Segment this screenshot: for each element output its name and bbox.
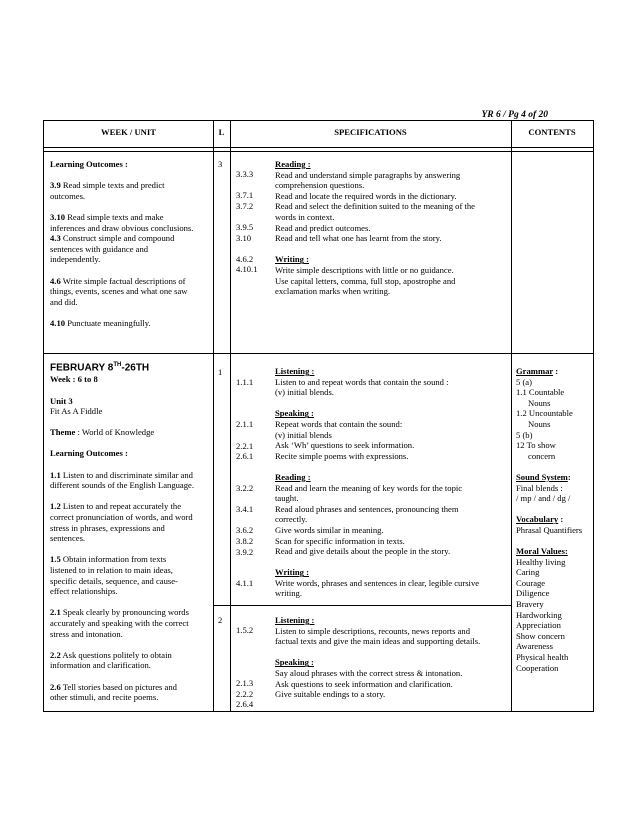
outcome-line: outcomes. <box>50 190 86 201</box>
sub-row-divider <box>213 605 511 606</box>
outcome-line: specific details, sequence, and cause- <box>50 575 178 586</box>
spec-line: Say aloud phrases with the correct stress & intonation. <box>275 667 463 678</box>
speaking-heading: Speaking : <box>275 408 314 419</box>
page-reference: YR 6 / Pg 4 of 20 <box>481 110 548 120</box>
spec-line: Read and understand simple paragraphs by answering <box>275 169 461 180</box>
spec-line: Use capital letters, comma, full stop, apostrophe and <box>275 275 456 286</box>
spec-code: 1.5.2 <box>236 625 254 635</box>
unit-title: Fit As A Fiddle <box>50 406 103 417</box>
vocabulary-heading: Vocabulary : <box>516 514 564 525</box>
row2-level-1: 1 <box>218 367 223 377</box>
content-line: Caring <box>516 567 540 578</box>
content-line: Phrasal Quantifiers <box>516 524 583 535</box>
outcome-line: inferences and draw obvious conclusions. <box>50 222 194 233</box>
content-line: Final blends : <box>516 482 563 493</box>
spec-line: Read and predict outcomes. <box>275 222 371 233</box>
spec-code: 3.4.1 <box>236 504 254 515</box>
learning-outcomes-label: Learning Outcomes : <box>50 159 128 169</box>
outcome-line: correct pronunciation of words, and word <box>50 512 193 523</box>
spec-code: 3.2.2 <box>236 482 254 493</box>
spec-line: factual texts and give the main ideas and supporting details. <box>275 636 481 647</box>
spec-line: Read and give details about the people in the story. <box>275 546 451 557</box>
grammar-heading: Grammar : <box>516 366 559 376</box>
content-line: 1.1 Countable <box>516 387 565 398</box>
spec-code: 2.6.1 <box>236 451 254 462</box>
spec-code: 3.7.1 <box>236 190 254 201</box>
spec-line: Repeat words that contain the sound: <box>275 418 403 429</box>
spec-line: Give words similar in meaning. <box>275 524 384 535</box>
column-divider <box>230 121 231 711</box>
reading-heading: Reading : <box>275 471 311 482</box>
spec-code: 3.9.2 <box>236 546 254 557</box>
spec-line: Write simple descriptions with little or no guidance. <box>275 264 454 275</box>
spec-code: 3.9.5 <box>236 221 254 232</box>
outcome-line: different sounds of the English Language. <box>50 480 194 491</box>
column-divider <box>511 121 512 711</box>
content-line: Bravery <box>516 599 544 610</box>
row1-level: 3 <box>218 159 223 169</box>
row2-spec-codes-1 <box>236 377 253 589</box>
spec-line: Listen to and repeat words that contain the sound : <box>275 376 449 387</box>
content-line: Nouns <box>528 418 551 429</box>
sound-system-heading: Sound System: <box>516 471 571 482</box>
date-range: FEBRUARY 8TH-26TH <box>50 362 150 374</box>
spec-code: 3.8.2 <box>236 535 254 546</box>
content-line: Nouns <box>528 397 551 408</box>
spec-line: Read and select the definition suited to the meaning of the <box>275 201 475 212</box>
spec-line: Read and locate the required words in the dictionary. <box>275 190 457 201</box>
content-line: Diligence <box>516 588 550 599</box>
content-line: Show concern <box>516 630 565 641</box>
outcome-line: sentences with guidance and <box>50 243 149 254</box>
spec-line: Scan for specific information in texts. <box>275 535 405 546</box>
outcome-line: stress and intonation. <box>50 628 123 639</box>
outcome-line: and did. <box>50 296 78 307</box>
spec-line: Read and learn the meaning of key words for the topic <box>275 482 463 493</box>
spec-line: Recite simple poems with expressions. <box>275 450 409 461</box>
outcome-line: 2.1 Speak clearly by pronouncing words <box>50 607 189 618</box>
listening-heading: Listening : <box>275 615 315 625</box>
row2-specifications-1 <box>275 366 510 599</box>
row2-spec-codes-2 <box>236 625 253 710</box>
outcome-line: 4.3 Construct simple and compound <box>50 233 175 244</box>
spec-line: words in context. <box>275 211 335 222</box>
content-line: Awareness <box>516 641 553 652</box>
outcome-line: stress in phrases, expressions and <box>50 522 165 533</box>
outcome-line: accurately and speaking with the correct <box>50 617 189 628</box>
column-divider <box>213 121 214 711</box>
spec-line: taught. <box>275 493 299 504</box>
spec-line: writing. <box>275 588 302 599</box>
header-contents: CONTENTS <box>528 127 576 137</box>
content-line: 12 To show <box>516 440 556 451</box>
content-line: Cooperation <box>516 662 559 673</box>
outcome-line: 4.6 Write simple factual descriptions of <box>50 275 186 286</box>
spec-line: Ask ‘Wh’ questions to seek information. <box>275 440 415 451</box>
outcome-line: 3.9 Read simple texts and predict <box>50 180 165 191</box>
spec-code: 3.7.2 <box>236 200 254 211</box>
row1-week-unit-cell <box>50 159 212 329</box>
content-line: Courage <box>516 577 546 588</box>
row2-week-unit-cell <box>50 359 212 703</box>
outcome-line: listened to in relation to main ideas, <box>50 565 173 576</box>
outcome-line: 2.6 Tell stories based on pictures and <box>50 681 177 692</box>
outcome-line: 3.10 Read simple texts and make <box>50 211 164 222</box>
learning-outcomes-label: Learning Outcomes : <box>50 448 128 459</box>
spec-code: 4.10.1 <box>236 264 258 275</box>
spec-code: 2.1.1 <box>236 419 254 430</box>
row1-specifications <box>275 159 510 297</box>
spec-code: 3.3.3 <box>236 169 254 179</box>
content-line: concern <box>528 450 556 461</box>
content-line: Healthy living <box>516 556 566 567</box>
speaking-heading: Speaking : <box>275 657 314 668</box>
header-week-unit: WEEK / UNIT <box>101 127 156 137</box>
listening-heading: Listening : <box>275 366 315 376</box>
reading-heading: Reading : <box>275 159 311 169</box>
row1-spec-codes <box>236 169 257 275</box>
spec-code: 1.1.1 <box>236 377 254 387</box>
unit-label: Unit 3 <box>50 395 73 406</box>
outcome-line: 1.1 Listen to and discriminate similar and <box>50 469 193 480</box>
spec-code: 2.1.3 <box>236 677 254 688</box>
header-specifications: SPECIFICATIONS <box>334 127 407 137</box>
header-level: L <box>218 127 225 137</box>
spec-code: 2.6.4 <box>236 699 254 710</box>
outcome-line: information and clarification. <box>50 660 151 671</box>
spec-line: (v) initial blends. <box>275 387 334 398</box>
outcome-line: effect relationships. <box>50 586 118 597</box>
spec-line: Read aloud phrases and sentences, pronouncing them <box>275 503 459 514</box>
outcome-line: 1.5 Obtain information from texts <box>50 554 167 565</box>
moral-values-heading: Moral Values: <box>516 546 568 557</box>
spec-line: Listen to simple descriptions, recounts, news reports and <box>275 625 470 636</box>
spec-line: Read and tell what one has learnt from the story. <box>275 233 442 244</box>
spec-line: (v) initial blends <box>275 429 332 440</box>
spec-code: 4.1.1 <box>236 578 254 589</box>
theme-line: Theme : World of Knowledge <box>50 427 155 438</box>
outcome-line: other stimuli, and recite poems. <box>50 692 159 703</box>
content-line: / mp / and / dg / <box>516 493 571 504</box>
spec-line: exclamation marks when writing. <box>275 286 391 297</box>
spec-code: 4.6.2 <box>236 253 254 264</box>
week-label: Week : 6 to 8 <box>50 374 98 385</box>
content-line: 1.2 Uncountable <box>516 408 573 419</box>
scheme-of-work-table <box>43 120 594 712</box>
content-line: Hardworking <box>516 609 562 620</box>
outcome-line: things, events, scenes and what one saw <box>50 286 188 297</box>
spec-line: Ask questions to seek information and clarification. <box>275 678 453 689</box>
writing-heading: Writing : <box>275 567 309 578</box>
spec-code: 2.2.1 <box>236 440 254 451</box>
outcome-line: 4.10 Punctuate meaningfully. <box>50 317 151 328</box>
spec-code: 2.2.2 <box>236 688 254 699</box>
row2-contents <box>516 366 592 673</box>
spec-code: 3.10 <box>236 232 252 243</box>
outcome-line: 1.2 Listen to and repeat accurately the <box>50 501 182 512</box>
content-line: Physical health <box>516 652 569 663</box>
outcome-line: independently. <box>50 254 101 265</box>
spec-line: correctly. <box>275 514 308 525</box>
row2-specifications-2 <box>275 615 510 700</box>
content-line: 5 (b) <box>516 429 533 440</box>
content-line: Appreciation <box>516 620 561 631</box>
spec-line: comprehension questions. <box>275 180 365 191</box>
row2-level-2: 2 <box>218 615 223 625</box>
outcome-line: 2.2 Ask questions politely to obtain <box>50 649 172 660</box>
writing-heading: Writing : <box>275 254 309 265</box>
spec-line: Give suitable endings to a story. <box>275 689 386 700</box>
spec-code: 3.6.2 <box>236 525 254 536</box>
spec-line: Write words, phrases and sentences in clear, legible cursive <box>275 577 480 588</box>
outcome-line: sentences. <box>50 533 86 544</box>
content-line: 5 (a) <box>516 376 532 387</box>
